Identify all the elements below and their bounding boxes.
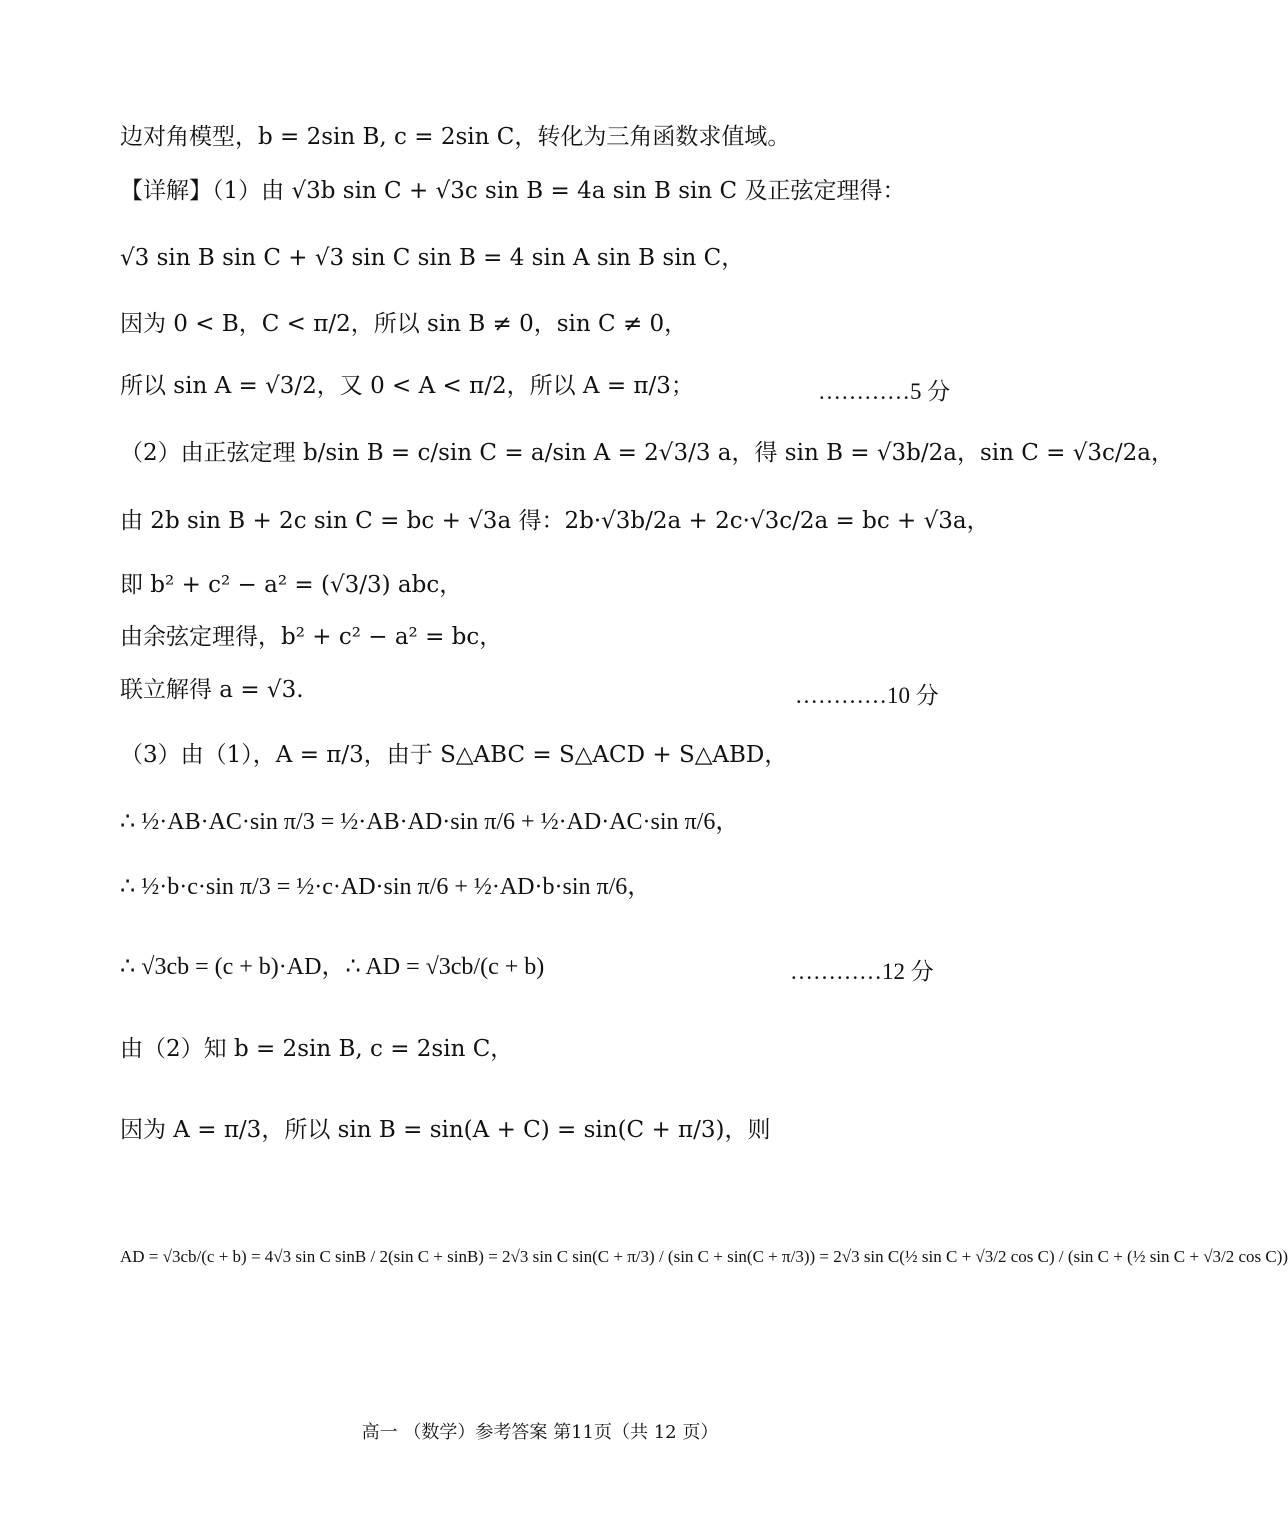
text-line-16: 因为 A = π/3，所以 sin B = sin(A + C) = sin(C + π/3)，则	[120, 1117, 771, 1143]
text-line-15: 由（2）知 b = 2sin B, c = 2sin C，	[120, 1036, 514, 1062]
text-line-9: 由余弦定理得，b² + c² − a² = bc，	[120, 624, 503, 650]
text-line-2: 【详解】（1）由 √3b sin C + √3c sin B = 4a sin B sin C 及正弦定理得：	[120, 178, 906, 204]
text-line-6: （2）由正弦定理 b/sin B = c/sin C = a/sin A = 2√3/3 a，得 sin B = √3b/2a，sin C = √3c/2a，	[120, 440, 1175, 466]
text-line-11: （3）由（1），A = π/3，由于 S△ABC = S△ACD + S△ABD，	[120, 742, 788, 768]
score-10: …………10 分	[795, 683, 939, 708]
text-line-7: 由 2b sin B + 2c sin C = bc + √3a 得：2b·√3b/2a + 2c·√3c/2a = bc + √3a，	[120, 508, 990, 534]
page-footer: 高一 （数学）参考答案 第11页（共 12 页）	[361, 1422, 719, 1443]
text-line-10: 联立解得 a = √3.	[120, 677, 304, 703]
text-line-3: √3 sin B sin C + √3 sin C sin B = 4 sin A sin B sin C，	[120, 245, 745, 271]
text-line-13: ∴ ½·b·c·sin π/3 = ½·c·AD·sin π/6 + ½·AD·b·sin π/6，	[120, 874, 652, 900]
text-line-12: ∴ ½·AB·AC·sin π/3 = ½·AB·AD·sin π/6 + ½·AD·AC·sin π/6，	[120, 809, 740, 835]
text-line-1: 边对角模型，b = 2sin B, c = 2sin C，转化为三角函数求值域。	[120, 124, 791, 150]
text-line-5: 所以 sin A = √3/2，又 0 < A < π/2，所以 A = π/3；	[120, 373, 694, 399]
score-12: …………12 分	[790, 959, 934, 984]
text-line-17: AD = √3cb/(c + b) = 4√3 sin C sinB / 2(sin C + sinB) = 2√3 sin C sin(C + π/3) / (sin C + sin(C + π/3)) = 2√3 sin C(½ sin C + √3/2 cos C) / (sin C + (½ sin C + √3/2 cos C))	[120, 1247, 1288, 1266]
score-5: …………5 分	[818, 379, 951, 404]
text-line-14: ∴ √3cb = (c + b)·AD，∴ AD = √3cb/(c + b)	[120, 954, 545, 980]
text-line-4: 因为 0 < B，C < π/2，所以 sin B ≠ 0，sin C ≠ 0，	[120, 311, 688, 337]
text-line-8: 即 b² + c² − a² = (√3/3) abc，	[120, 572, 463, 598]
